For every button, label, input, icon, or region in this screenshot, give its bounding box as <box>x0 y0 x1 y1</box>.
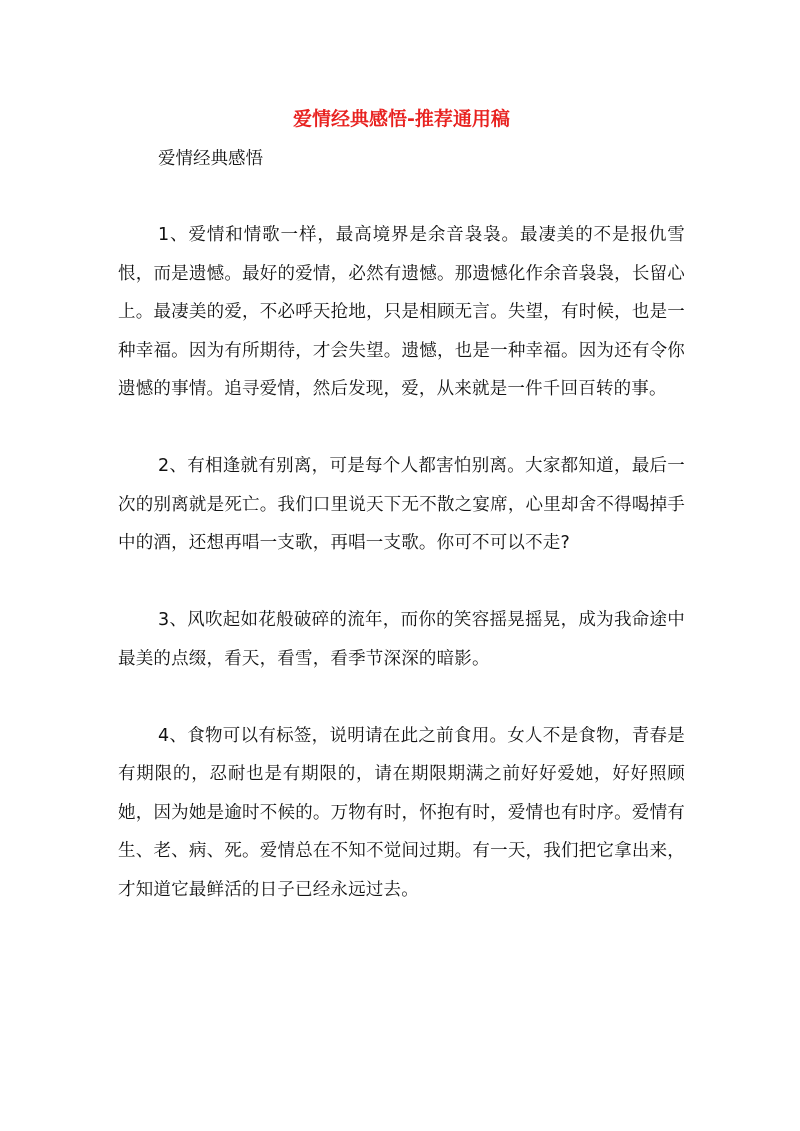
paragraph-1: 1、爱情和情歌一样，最高境界是余音袅袅。最凄美的不是报仇雪恨，而是遗憾。最好的爱情，必然有遗憾。那遗憾化作余音袅袅，长留心上。最凄美的爱，不必呼天抢地，只是相顾无言。失望，有时候，也是一种幸福。因为有所期待，才会失望。遗憾，也是一种幸福。因为还有令你遗憾的事情。追寻爱情，然后发现，爱，从来就是一件千回百转的事。 <box>118 225 685 399</box>
paragraph-2: 2、有相逢就有别离，可是每个人都害怕别离。大家都知道，最后一次的别离就是死亡。我们口里说天下无不散之宴席，心里却舍不得喝掉手中的酒，还想再唱一支歌，再唱一支歌。你可不可以不走? <box>118 456 685 553</box>
document-title: 爱情经典感悟-推荐通用稿 <box>293 108 510 130</box>
paragraph-4: 4、食物可以有标签，说明请在此之前食用。女人不是食物，青春是有期限的，忍耐也是有期限的，请在期限期满之前好好爱她，好好照顾她，因为她是逾时不候的。万物有时，怀抱有时，爱情也有时序。爱情有生、老、病、死。爱情总在不知不觉间过期。有一天，我们把它拿出来，才知道它最鲜活的日子已经永远过去。 <box>118 725 685 900</box>
paragraph-3: 3、风吹起如花般破碎的流年，而你的笑容摇晃摇晃，成为我命途中最美的点缀，看天，看雪，看季节深深的暗影。 <box>118 610 685 669</box>
document-subtitle: 爱情经典感悟 <box>158 149 263 169</box>
